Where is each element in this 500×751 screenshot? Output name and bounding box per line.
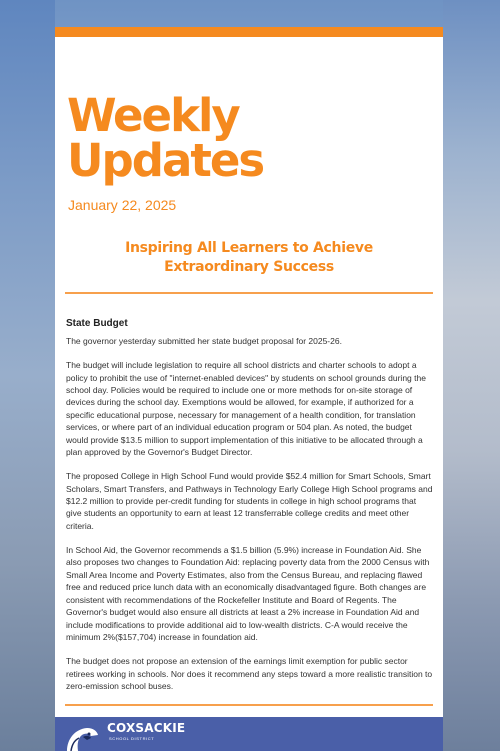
newsletter-card [55, 27, 443, 751]
footer-band [55, 717, 443, 751]
newsletter-title: Weekly Updates [67, 89, 264, 187]
district-logo[interactable] [65, 721, 186, 751]
falcon-mascot-icon [65, 725, 99, 751]
background-left [0, 0, 55, 751]
paragraph: The budget does not propose an extension of the earnings limit exemption for public sector retirees working in schools. Nor does it recommend any steps toward a more realistic transition to zero-emission school buses. [66, 656, 433, 691]
state-budget-section [55, 294, 443, 692]
section-divider [65, 704, 433, 706]
newsletter-date: January 22, 2025 [68, 197, 177, 213]
paragraph: The proposed College in High School Fund would provide $52.4 million for Smart Schools, Smart Scholars, Smart Transfers, and Pathways in Technology Early College High School programs and $12.2 million to provide per-credit funding for students in college in high school programs that give students an opportunity to earn at least 12 transferrable college credits and meet other criteria. [66, 471, 433, 531]
paragraph: The budget will include legislation to require all school districts and charter schools to adopt a policy to prohibit the use of "internet-enabled devices" by students on school grounds during the school day. Policies would be required to include one or more methods for on-site storage of devices during the school day. Exemptions would be allowed, for example, if authorized for a specific educational purpose, necessary for management of a health condition, for translation services, or where part of an individual education program or 504 plan. As noted, the budget would provide $13.5 million to support implementation of this initiative to be allocated through a plan approved by the Governor's Budget Director. [66, 360, 426, 458]
newsletter-tagline: Inspiring All Learners to Achieve Extraordinary Success [125, 240, 373, 275]
background-right [443, 0, 500, 751]
logo-wordmark: COXSACKIE [107, 721, 186, 735]
section-heading: State Budget [66, 318, 128, 329]
paragraph: In School Aid, the Governor recommends a $1.5 billion (5.9%) increase in Foundation Aid. She also proposes two changes to Foundation Aid: replacing poverty data from the 2000 Census with Small Area Income and Poverty Estimates, also from the Census Bureau, and replacing flawed free and reduced price lunch data with an economically disadvantaged figure. Both changes are consistent with recommendations of the Rockefeller Institute and Board of Regents. The Governor's budget would also ensure all districts at least a 2% increase in Foundation Aid and include modifications to provide additional aid to low-wealth districts. C-A would receive the minimum 2%($157,704) increase in foundation aid. [66, 545, 430, 642]
logo-subtext: SCHOOL DISTRICT [109, 736, 155, 741]
accent-top-bar [55, 27, 443, 37]
paragraph: The governor yesterday submitted her state budget proposal for 2025-26. [66, 336, 342, 346]
